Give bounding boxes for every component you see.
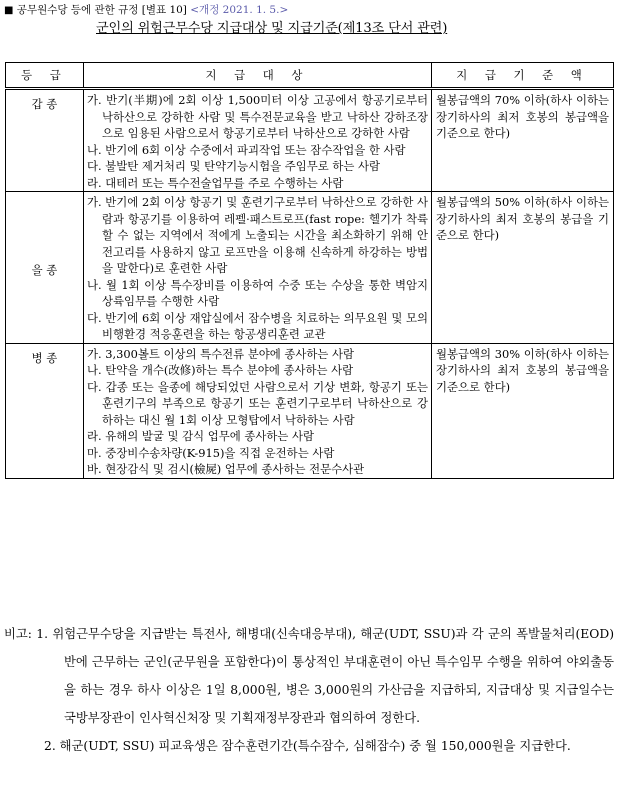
grade-cell: 을 종 bbox=[6, 192, 84, 344]
target-item: 라. 유해의 발굴 및 감식 업무에 종사하는 사람 bbox=[87, 429, 315, 443]
table-row bbox=[6, 89, 614, 192]
revision-date: <개정 2021. 1. 5.> bbox=[190, 4, 289, 16]
grade-cell: 병 종 bbox=[6, 343, 84, 478]
header-grade: 등 급 bbox=[6, 63, 84, 89]
remarks-section bbox=[4, 620, 614, 760]
target-item: 나. 탄약을 개수(改修)하는 특수 분야에 종사하는 사람 bbox=[87, 363, 354, 377]
target-item: 나. 반기에 6회 이상 수중에서 파괴작업 또는 잠수작업을 한 사람 bbox=[87, 142, 406, 157]
remark-1: 비고: 1. 위험근무수당을 지급받는 특전사, 해병대(신속대응부대), 해군(UDT, SSU)과 각 군의 폭발물처리(EOD)반에 근무하는 군인(군무원을 포함한다)이 통상적인 부대훈련이 아닌 특수임무 수행을 위하여 야외출동을 하는 경우 하사 이상은 1일 8,000원, 병은 3,000원의 가산금을 지급하되, 지급대상 및 지급일수는 국방부장관이 인사혁신처장 및 기획재정부장관과 협의하여 정한다. bbox=[4, 627, 614, 725]
regulation-reference: 공무원수당 등에 관한 규정 [별표 10] bbox=[16, 4, 187, 16]
target-cell bbox=[84, 343, 432, 478]
target-item: 가. 3,300볼트 이상의 특수전류 분야에 종사하는 사람 bbox=[87, 346, 355, 361]
allowance-table bbox=[5, 62, 614, 479]
target-item: 마. 중장비수송차량(K-915)을 직접 운전하는 사람 bbox=[87, 445, 335, 460]
page-title bbox=[96, 17, 447, 36]
target-item: 바. 현장감식 및 검시(檢屍) 업무에 종사하는 전문수사관 bbox=[87, 462, 365, 476]
table-row bbox=[6, 192, 614, 344]
title-text: 군인의 위험근무수당 지급대상 및 지급기준(제13조 단서 관련) bbox=[96, 21, 448, 36]
target-item: 가. 반기에 2회 이상 항공기 및 훈련기구로부터 낙하산으로 강하한 사람과 항공기를 이용하여 레펠·패스트로프(fast rope: 헬기가 착륙할 수 없는 지역에서 적에게 노출되는 시간을 최소화하기 위해 안전고리를 사용하지 않고 로프만을 이용해 신속하게 하강하는 방법을 말한다)로 훈련한 사람 bbox=[87, 195, 428, 275]
target-cell bbox=[84, 192, 432, 344]
target-item: 라. 대테러 또는 특수전술업무를 주로 수행하는 사람 bbox=[87, 175, 344, 190]
table-row bbox=[6, 343, 614, 478]
target-item: 다. 반기에 6회 이상 재압실에서 잠수병을 치료하는 의무요원 및 모의비행환경 적응훈련을 하는 항공생리훈련 교관 bbox=[87, 310, 428, 341]
target-item: 다. 불발탄 제거처리 및 탄약기능시험을 주임무로 하는 사람 bbox=[87, 159, 381, 173]
target-item: 나. 월 1회 이상 특수장비를 이용하여 수중 또는 수상을 통한 벽암지 상륙임무를 수행한 사람 bbox=[87, 277, 428, 308]
header-target: 지 급 대 상 bbox=[84, 63, 432, 89]
remark-2: 2. 해군(UDT, SSU) 피교육생은 잠수훈련기간(특수잠수, 심해잠수) 중 월 150,000원을 지급한다. bbox=[44, 739, 571, 753]
criteria-cell: 월봉급액의 70% 이하(하사 이하는 장기하사의 최저 호봉의 봉급액을 기준으로 한다) bbox=[432, 89, 614, 192]
target-cell bbox=[84, 89, 432, 192]
criteria-cell: 월봉급액의 30% 이하(하사 이하는 장기하사의 최저 호봉의 봉급액을 기준으로 한다) bbox=[432, 343, 614, 478]
header-criteria: 지 급 기 준 액 bbox=[432, 63, 614, 89]
target-item: 가. 반기(半期)에 2회 이상 1,500미터 이상 고공에서 항공기로부터 낙하산으로 강하한 사람 및 특수전문교육을 받고 낙하산 강하조장으로 임용된 사람으로서 항공기로부터 낙하산으로 강하한 사람 bbox=[87, 93, 428, 140]
table-header-row bbox=[6, 63, 614, 89]
square-bullet-icon: ■ bbox=[4, 5, 14, 16]
grade-cell: 갑 종 bbox=[6, 89, 84, 192]
target-item: 다. 갑종 또는 을종에 해당되었던 사람으로서 기상 변화, 항공기 또는 훈련기구의 부족으로 항공기 또는 훈련기구로부터 낙하산으로 강하하는 대신 월 1회 이상 모형탑에서 낙하하는 사람 bbox=[87, 379, 428, 427]
document-header bbox=[4, 2, 288, 17]
criteria-cell: 월봉급액의 50% 이하(하사 이하는 장기하사의 최저 호봉의 봉급을 기준으로 한다) bbox=[432, 192, 614, 344]
